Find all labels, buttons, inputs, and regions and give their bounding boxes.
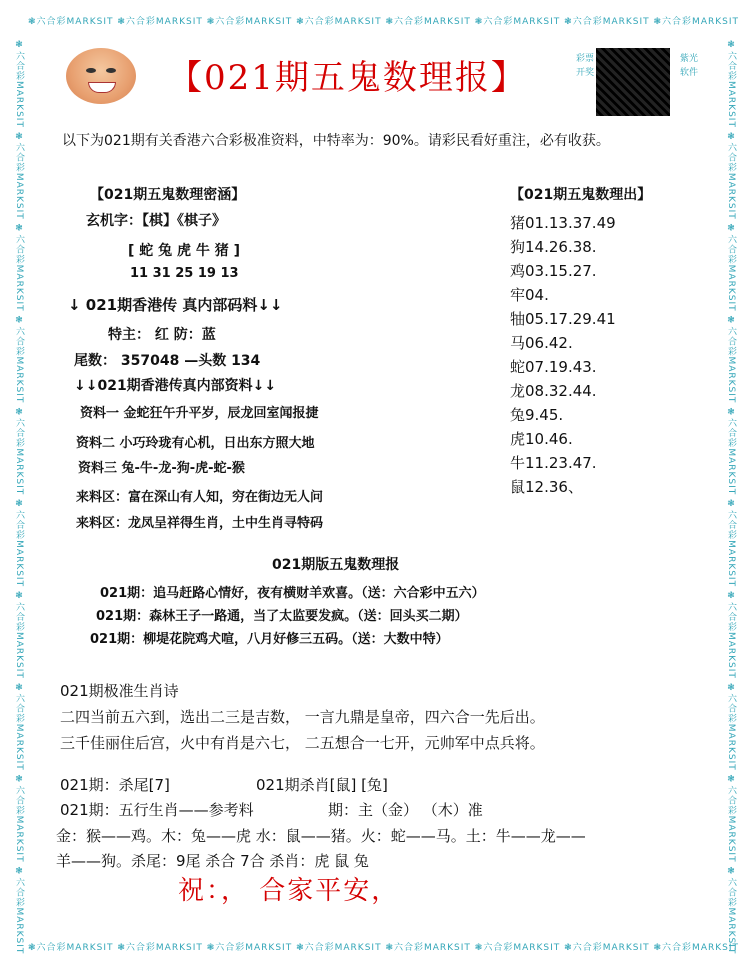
qr-code-icon <box>596 48 670 116</box>
xuanji-text: 玄机字：【棋】《棋子》 <box>86 213 226 229</box>
wuxing-detail-2: 羊——狗。杀尾：9尾 杀合 7合 杀肖：虎 鼠 兔 <box>56 852 369 870</box>
zodiac-row: 蛇07.19.43. <box>510 358 597 376</box>
ziliao-3: 资料三 兔-牛-龙-狗-虎-蛇-猴 <box>78 461 245 476</box>
animals-list: [ 蛇 兔 虎 牛 猪 ] <box>128 243 241 259</box>
poem-line-1: 二四当前五六到，选出二三是吉数， 一言九鼎是皇帝，四六合一先后出。 <box>60 708 545 726</box>
border-pattern-top: ❃六合彩MARKSIT <box>28 17 114 27</box>
zodiac-row: 牰05.17.29.41 <box>510 310 616 328</box>
section-mihan-title: 【021期五鬼数理密涵】 <box>90 187 246 203</box>
shaxiao-text: 021期杀肖[鼠] [兔] <box>256 776 388 794</box>
animal-numbers: 11 31 25 19 13 <box>130 266 239 281</box>
laoliao-1: 来料区：富在深山有人知，穷在街边无人问 <box>76 490 324 505</box>
ziliao-2: 资料二 小巧玲珑有心机，日出东方照大地 <box>76 436 315 451</box>
middle-line: 021期：追马赶路心情好，夜有横财羊欢喜。（送：六合彩中五六） <box>100 586 485 601</box>
weishu-text: 尾数： 357048 —头数 134 <box>74 353 261 369</box>
border-bottom: ❃六合彩MARKSIT ❃六合彩MARKSIT ❃六合彩MARKSIT ❃六合彩MARKSIT ❃六合彩MARKSIT ❃六合彩MARKSIT ❃六合彩MARKSIT ❃六合彩MARKSIT <box>28 943 739 953</box>
intro-text: 以下为021期有关香港六合彩极准资料，中特率为：90%。请彩民看好重注，必有收获。 <box>62 133 610 149</box>
zodiac-row: 龙08.32.44. <box>510 382 597 400</box>
section-ziliao-title: ↓↓021期香港传真内部资料↓↓ <box>74 378 277 394</box>
zodiac-row: 兔9.45. <box>510 406 564 424</box>
page-title: 【021期五鬼数理报】 <box>168 58 527 98</box>
blessing-text: 祝：， 合家平安， <box>178 876 400 906</box>
qi-text: 期：主（金） （木）准 <box>328 801 483 819</box>
poem-title: 021期极准生肖诗 <box>60 682 179 700</box>
zodiac-row: 猪01.13.37.49 <box>510 214 616 232</box>
middle-line: 021期：柳堤花院鸡犬喧，八月好修三五码。（送：大数中特） <box>90 632 449 647</box>
zodiac-row: 鸡03.15.27. <box>510 262 597 280</box>
border-right: ❃六合彩MARKSIT ❃六合彩MARKSIT ❃六合彩MARKSIT ❃六合彩MARKSIT ❃六合彩MARKSIT ❃六合彩MARKSIT ❃六合彩MARKSIT ❃六合彩MARKSIT ❃六合彩MARKSIT ❃六合彩MARKSIT <box>726 40 736 955</box>
laoliao-2: 来料区：龙凤呈祥得生肖，土中生肖寻特码 <box>76 516 324 531</box>
section-mala-title: ↓ 021期香港传 真内部码料↓↓ <box>68 296 283 314</box>
zodiac-row: 虎10.46. <box>510 430 573 448</box>
poem-line-2: 三千佳丽住后宫，火中有肖是六七， 二五想合一七开，元帅军中点兵将。 <box>60 734 545 752</box>
qr-left-label: 彩票开奖 <box>576 54 595 78</box>
wuxing-detail-1: 金：猴——鸡。木：兔——虎 水：鼠——猪。火：蛇——马。土：牛——龙—— <box>56 827 586 845</box>
middle-title: 021期版五鬼数理报 <box>272 557 400 573</box>
zodiac-row: 牢04. <box>510 286 549 304</box>
zodiac-row: 狗14.26.38. <box>510 238 597 256</box>
right-title: 【021期五鬼数理出】 <box>510 187 652 203</box>
zodiac-row: 马06.42. <box>510 334 573 352</box>
ziliao-1: 资料一 金蛇狂午升平岁，辰龙回室闻报捷 <box>80 406 319 421</box>
zodiac-row: 牛11.23.47. <box>510 454 597 472</box>
qr-right-label: 紫光软件 <box>680 54 699 78</box>
border-left: ❃六合彩MARKSIT ❃六合彩MARKSIT ❃六合彩MARKSIT ❃六合彩MARKSIT ❃六合彩MARKSIT ❃六合彩MARKSIT ❃六合彩MARKSIT ❃六合彩MARKSIT ❃六合彩MARKSIT ❃六合彩MARKSIT <box>14 40 24 955</box>
wuxing-text: 021期：五行生肖——参考料 <box>60 801 254 819</box>
tezhu-text: 特主： 红 防：蓝 <box>108 327 216 343</box>
border-top: ❃六合彩MARKSIT ❃六合彩MARKSIT ❃六合彩MARKSIT ❃六合彩MARKSIT ❃六合彩MARKSIT ❃六合彩MARKSIT ❃六合彩MARKSIT ❃六合彩MARKSIT <box>28 17 739 27</box>
laughing-face-icon <box>66 48 136 104</box>
middle-line: 021期：森林王子一路通，当了太监要发疯。（送：回头买二期） <box>96 609 468 624</box>
shawei-text: 021期：杀尾[7] <box>60 776 170 794</box>
zodiac-row: 鼠12.36、 <box>510 478 583 496</box>
